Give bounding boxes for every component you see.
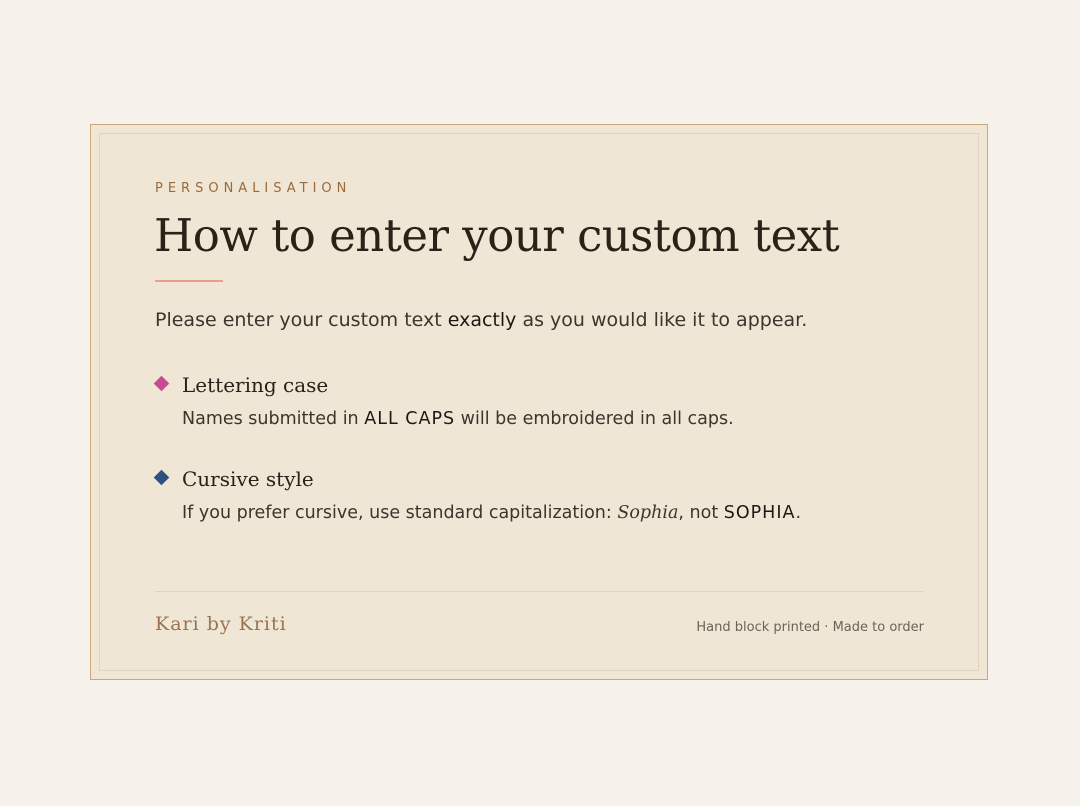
rule-heading: Lettering case <box>182 373 329 397</box>
intro-text-start: Please enter your custom text <box>155 309 448 331</box>
personalisation-card <box>90 124 988 680</box>
rule-text-start: If you prefer cursive, use standard capitalization: <box>182 503 618 523</box>
rule-text-end: . <box>795 503 802 523</box>
intro-emphasis: exactly <box>447 309 517 331</box>
rule-text-end: will be embroidered in all caps. <box>455 409 734 429</box>
title-accent-divider <box>155 280 223 282</box>
brand-name: Kari by Kriti <box>155 613 287 635</box>
intro-text-end: as you would like it to appear. <box>516 309 808 331</box>
rule-description <box>182 503 801 523</box>
all-caps-term: ALL CAPS <box>364 409 456 429</box>
diamond-icon <box>154 376 170 392</box>
footer-divider <box>155 591 923 592</box>
diamond-icon <box>154 470 170 486</box>
rule-text-start: Names submitted in <box>182 409 365 429</box>
page-title: How to enter your custom text <box>154 209 840 262</box>
caps-example: SOPHIA <box>723 503 796 523</box>
cursive-example: Sophia <box>617 503 679 523</box>
section-eyebrow: PERSONALISATION <box>155 181 352 196</box>
brand-tagline: Hand block printed · Made to order <box>696 620 924 635</box>
intro-text <box>155 309 807 331</box>
rule-heading: Cursive style <box>182 467 314 491</box>
rule-description <box>182 409 734 429</box>
rule-text-middle: , not <box>678 503 724 523</box>
